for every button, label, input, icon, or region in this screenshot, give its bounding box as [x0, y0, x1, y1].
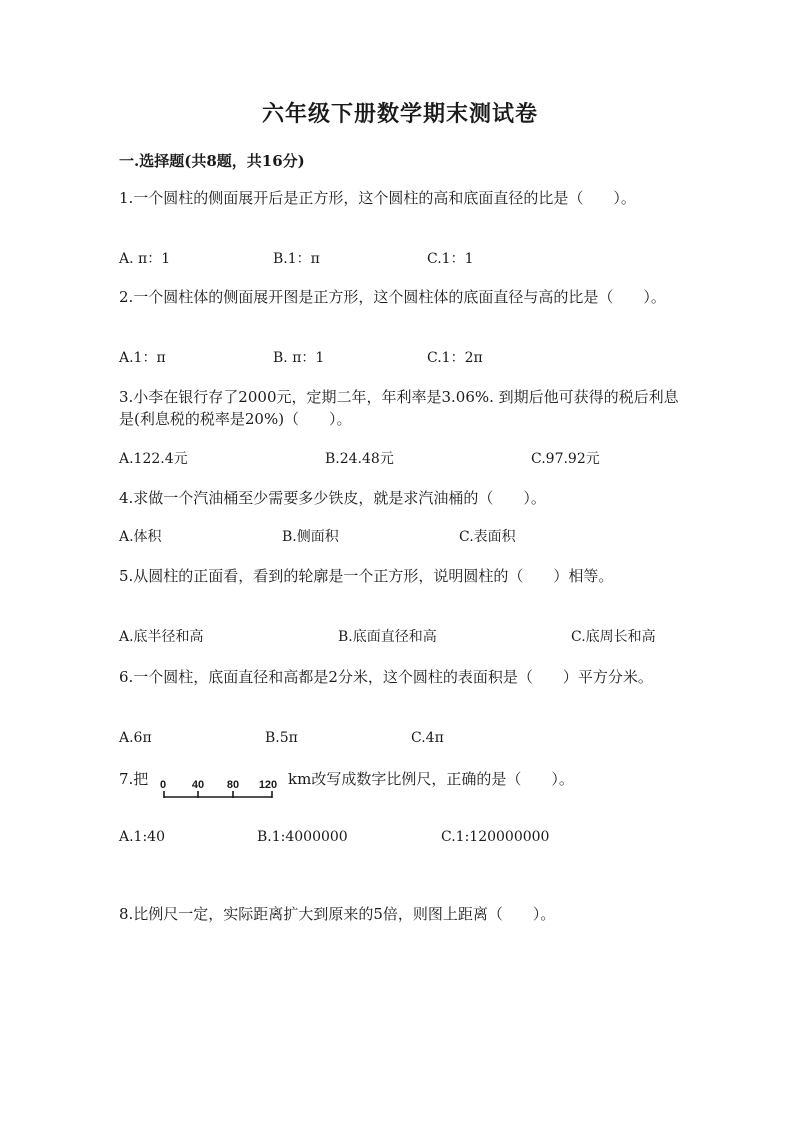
option-b[interactable]: B.24.48元	[325, 451, 394, 467]
question-7-prefix: 7.把	[119, 770, 149, 788]
question-8: 8.比例尺一定，实际距离扩大到原来的5倍，则图上距离（ ）。	[119, 905, 556, 923]
option-a[interactable]: A. π：1	[119, 251, 171, 267]
option-a[interactable]: A.底半径和高	[119, 629, 204, 645]
question-4: 4.求做一个汽油桶至少需要多少铁皮，就是求汽油桶的（ ）。	[119, 489, 546, 507]
question-6-options	[119, 727, 679, 749]
option-b[interactable]: B.侧面积	[282, 529, 339, 545]
question-2-options	[119, 347, 679, 369]
question-1-options	[119, 248, 679, 270]
option-c[interactable]: C.1：1	[427, 251, 474, 267]
option-b[interactable]: B.底面直径和高	[338, 629, 437, 645]
scale-label-40: 40	[191, 779, 205, 791]
question-2: 2.一个圆柱体的侧面展开图是正方形，这个圆柱体的底面直径与高的比是（ ）。	[119, 288, 666, 306]
question-4-options	[119, 526, 679, 548]
question-5-options	[119, 626, 679, 648]
option-c[interactable]: C.4π	[411, 730, 444, 746]
question-3: 3.小李在银行存了2000元，定期二年，年利率是3.06%. 到期后他可获得的税后利息是(利息税的税率是20%)（ ）。	[119, 388, 679, 428]
option-a[interactable]: A.体积	[119, 529, 162, 545]
question-1: 1.一个圆柱的侧面展开后是正方形，这个圆柱的高和底面直径的比是（ ）。	[119, 189, 636, 207]
question-6: 6.一个圆柱，底面直径和高都是2分米，这个圆柱的表面积是（ ）平方分米。	[119, 668, 653, 686]
scale-label-80: 80	[226, 779, 240, 791]
option-a[interactable]: A.122.4元	[119, 451, 188, 467]
scale-label-120: 120	[258, 779, 278, 791]
option-c[interactable]: C.1:120000000	[441, 829, 550, 845]
question-5: 5.从圆柱的正面看，看到的轮廓是一个正方形，说明圆柱的（ ）相等。	[119, 567, 614, 585]
page-title: 六年级下册数学期末测试卷	[261, 101, 538, 127]
option-c[interactable]: C.表面积	[459, 529, 516, 545]
question-7-options	[119, 826, 679, 848]
option-b[interactable]: B.1：π	[273, 251, 320, 267]
option-b[interactable]: B.1:4000000	[257, 829, 348, 845]
option-c[interactable]: C.1：2π	[427, 350, 483, 366]
option-b[interactable]: B.5π	[265, 730, 298, 746]
option-b[interactable]: B. π：1	[273, 350, 325, 366]
scale-label-0: 0	[160, 779, 167, 791]
section-heading: 一.选择题(共8题，共16分)	[119, 152, 305, 170]
question-3-options	[119, 448, 679, 470]
option-a[interactable]: A.6π	[119, 730, 152, 746]
option-a[interactable]: A.1：π	[119, 350, 166, 366]
scale-bar	[158, 777, 284, 803]
question-7-suffix: km改写成数字比例尺，正确的是（ ）。	[288, 770, 574, 788]
option-a[interactable]: A.1:40	[119, 829, 165, 845]
option-c[interactable]: C.底周长和高	[571, 629, 656, 645]
option-c[interactable]: C.97.92元	[531, 451, 600, 467]
